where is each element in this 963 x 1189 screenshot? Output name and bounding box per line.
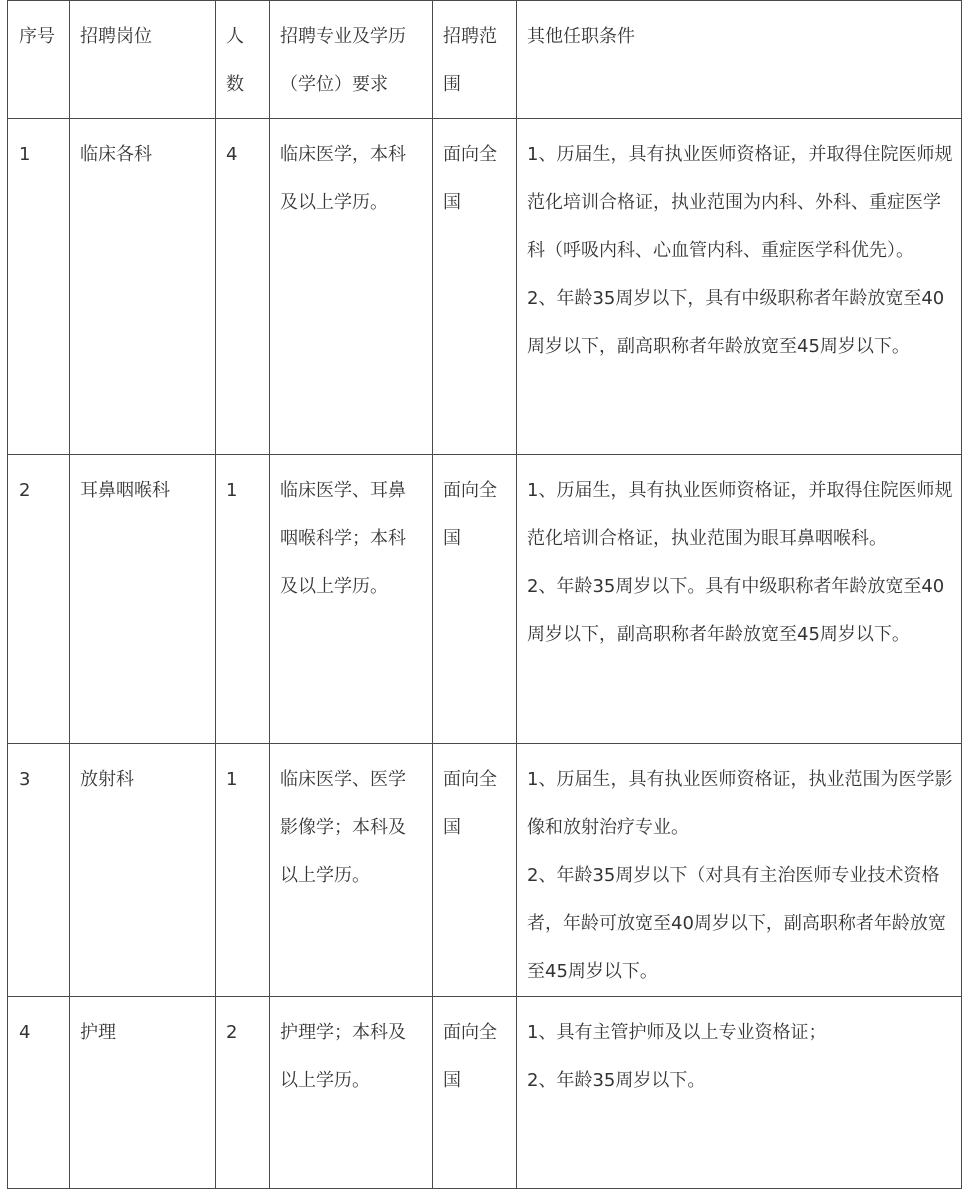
header-conditions: 其他任职条件 [517, 1, 962, 119]
row-count: 1 [216, 455, 270, 744]
row-count: 2 [216, 997, 270, 1189]
row-seq: 4 [8, 997, 70, 1189]
row-seq: 2 [8, 455, 70, 744]
row-count: 1 [216, 744, 270, 997]
recruitment-table [7, 0, 962, 1189]
condition-item: 2、年龄35周岁以下，具有中级职称者年龄放宽至40周岁以下，副高职称者年龄放宽至45周岁以下。 [527, 288, 945, 357]
condition-item: 2、年龄35周岁以下（对具有主治医师专业技术资格者，年龄可放宽至40周岁以下，副高职称者年龄放宽至45周岁以下。 [527, 865, 946, 982]
header-row [8, 1, 962, 119]
condition-item: 1、历届生，具有执业医师资格证，并取得住院医师规范化培训合格证，执业范围为内科、外科、重症医学科（呼吸内科、心血管内科、重症医学科优先）。 [527, 144, 953, 261]
row-count: 4 [216, 119, 270, 455]
row-position: 护理 [70, 997, 216, 1189]
header-scope: 招聘范围 [433, 1, 517, 119]
table-row [8, 119, 962, 455]
row-seq: 3 [8, 744, 70, 997]
row-conditions [517, 744, 962, 997]
row-conditions [517, 997, 962, 1189]
header-seq: 序号 [8, 1, 70, 119]
row-major: 临床医学、耳鼻咽喉科学；本科及以上学历。 [270, 455, 433, 744]
row-seq: 1 [8, 119, 70, 455]
row-conditions [517, 455, 962, 744]
row-scope: 面向全国 [433, 744, 517, 997]
row-scope: 面向全国 [433, 997, 517, 1189]
header-position: 招聘岗位 [70, 1, 216, 119]
condition-item: 1、具有主管护师及以上专业资格证； [527, 1022, 827, 1043]
row-scope: 面向全国 [433, 119, 517, 455]
table-row [8, 455, 962, 744]
row-major: 临床医学、医学影像学；本科及以上学历。 [270, 744, 433, 997]
condition-item: 1、历届生，具有执业医师资格证，并取得住院医师规范化培训合格证，执业范围为眼耳鼻咽喉科。 [527, 480, 953, 549]
header-count: 人数 [216, 1, 270, 119]
condition-item: 2、年龄35周岁以下。 [527, 1070, 706, 1091]
condition-item: 1、历届生，具有执业医师资格证，执业范围为医学影像和放射治疗专业。 [527, 769, 953, 838]
row-position: 临床各科 [70, 119, 216, 455]
header-major: 招聘专业及学历（学位）要求 [270, 1, 433, 119]
row-position: 放射科 [70, 744, 216, 997]
table-row [8, 744, 962, 997]
row-position: 耳鼻咽喉科 [70, 455, 216, 744]
row-major: 临床医学，本科及以上学历。 [270, 119, 433, 455]
row-major: 护理学；本科及以上学历。 [270, 997, 433, 1189]
row-scope: 面向全国 [433, 455, 517, 744]
table-row [8, 997, 962, 1189]
row-conditions [517, 119, 962, 455]
condition-item: 2、年龄35周岁以下。具有中级职称者年龄放宽至40周岁以下，副高职称者年龄放宽至45周岁以下。 [527, 576, 945, 645]
